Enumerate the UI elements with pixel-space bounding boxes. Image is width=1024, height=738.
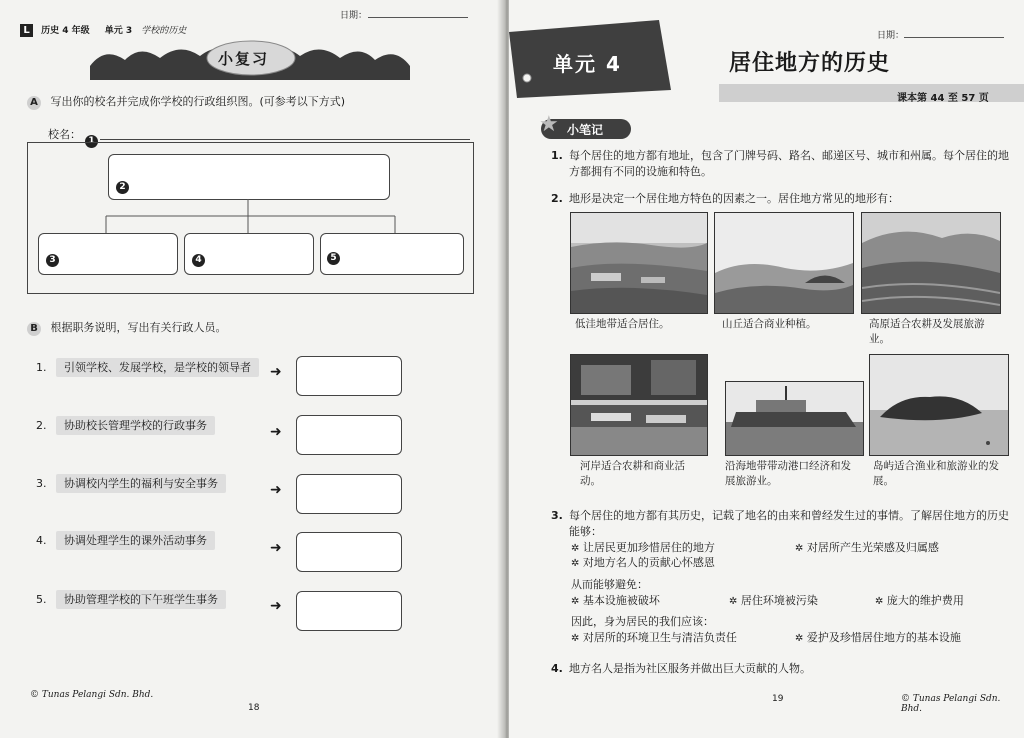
coastal-photo bbox=[725, 381, 864, 456]
point-1-number: 1. bbox=[551, 149, 563, 162]
island-photo bbox=[869, 354, 1009, 456]
lowland-photo bbox=[570, 212, 708, 314]
island-caption: 岛屿适合渔业和旅游业的发展。 bbox=[873, 460, 999, 487]
page-number: 18 bbox=[248, 703, 260, 713]
textbook-reference: 课本第 44 至 57 页 bbox=[897, 93, 989, 104]
question-1: 1. 引领学校、发展学校，是学校的领导者 bbox=[36, 360, 259, 376]
highland-caption: 高原适合农耕及发展旅游业。 bbox=[869, 318, 985, 345]
point-1-text: 每个居住的地方都有地址，包含了门牌号码、路名、邮递区号、城市和州属。每个居住的地方都拥有不同的设施和特色。 bbox=[569, 149, 1009, 178]
arrow-right-icon: ➜ bbox=[270, 424, 282, 440]
lowland-caption: 低洼地带适合居住。 bbox=[575, 318, 670, 330]
question-3: 3. 协调校内学生的福利与安全事务 bbox=[36, 476, 226, 492]
question-5: 5. 协助管理学校的下午班学生事务 bbox=[36, 592, 226, 608]
left-page bbox=[0, 0, 505, 738]
benefit-1: ✲ 让居民更加珍惜居住的地方 bbox=[571, 541, 715, 554]
copyright: © Tunas Pelangi Sdn. Bhd. bbox=[30, 690, 154, 700]
arrow-right-icon: ➜ bbox=[270, 364, 282, 380]
point-2-number: 2. bbox=[551, 192, 563, 205]
arrow-right-icon: ➜ bbox=[270, 540, 282, 556]
marker-5: 5 bbox=[327, 245, 340, 265]
unit-title: 学校的历史 bbox=[141, 26, 187, 36]
marker-3: 3 bbox=[46, 247, 59, 267]
duty-label: 因此，身为居民的我们应该： bbox=[571, 615, 714, 628]
highland-photo bbox=[861, 212, 1001, 314]
arrow-right-icon: ➜ bbox=[270, 482, 282, 498]
point-4-number: 4. bbox=[551, 662, 563, 675]
coastal-caption: 沿海地带带动港口经济和发展旅游业。 bbox=[725, 460, 851, 487]
school-name-label: 校名： bbox=[48, 128, 81, 141]
answer-box-3[interactable] bbox=[296, 474, 402, 514]
section-b-instruction: B 根据职务说明，写出有关行政人员。 bbox=[27, 320, 227, 336]
banner-title: 小复习 bbox=[218, 50, 270, 68]
org-chart-connectors bbox=[0, 0, 505, 240]
avoid-2: ✲ 居住环境被污染 bbox=[729, 594, 818, 607]
duty-2: ✲ 爱护及珍惜居住地方的基本设施 bbox=[795, 631, 961, 644]
answer-box-5[interactable] bbox=[296, 591, 402, 631]
avoid-label: 从而能够避免： bbox=[571, 578, 648, 591]
marker-2: 2 bbox=[116, 174, 129, 194]
question-4: 4. 协调处理学生的课外活动事务 bbox=[36, 533, 215, 549]
page-number: 19 bbox=[772, 694, 784, 704]
hill-photo bbox=[714, 212, 854, 314]
section-b-letter: B bbox=[27, 322, 41, 336]
duty-1: ✲ 对居所的环境卫生与清洁负责任 bbox=[571, 631, 737, 644]
avoid-1: ✲ 基本设施被破坏 bbox=[571, 594, 660, 607]
riverbank-photo bbox=[570, 354, 708, 456]
section-a-letter: A bbox=[27, 96, 41, 110]
point-4-text: 地方名人是指为社区服务并做出巨大贡献的人物。 bbox=[569, 662, 811, 675]
org-box-5[interactable] bbox=[320, 233, 464, 275]
benefit-2: ✲ 对居所产生光荣感及归属感 bbox=[795, 541, 939, 554]
avoid-3: ✲ 庞大的维护费用 bbox=[875, 594, 964, 607]
subject-label: 历史 4 年级 bbox=[41, 26, 90, 36]
notes-label: 小笔记 bbox=[567, 123, 604, 137]
answer-box-1[interactable] bbox=[296, 356, 402, 396]
hill-caption: 山丘适合商业种植。 bbox=[722, 318, 817, 330]
marker-4: 4 bbox=[192, 247, 205, 267]
point-3-number: 3. bbox=[551, 509, 563, 522]
benefit-3: ✲ 对地方名人的贡献心怀感恩 bbox=[571, 556, 715, 569]
section-a-instruction: A 写出你的校名并完成你学校的行政组织图。(可参考以下方式) bbox=[27, 94, 345, 110]
publisher-logo-icon: L bbox=[20, 24, 33, 37]
org-box-3[interactable] bbox=[38, 233, 178, 275]
answer-box-2[interactable] bbox=[296, 415, 402, 455]
question-2: 2. 协助校长管理学校的行政事务 bbox=[36, 418, 215, 434]
star-icon: ★ bbox=[539, 112, 559, 137]
date-line bbox=[904, 37, 1004, 38]
arrow-right-icon: ➜ bbox=[270, 598, 282, 614]
answer-box-4[interactable] bbox=[296, 532, 402, 572]
point-3-text: 每个居住的地方都有其历史，记载了地名的由来和曾经发生过的事情。了解居住地方的历史能够： bbox=[569, 509, 1009, 538]
date-label: 日期： bbox=[340, 11, 368, 21]
riverbank-caption: 河岸适合农耕和商业活动。 bbox=[580, 460, 685, 487]
marker-1: 1 bbox=[85, 128, 98, 148]
unit-tag: 单元 4 bbox=[553, 52, 622, 76]
unit-label: 单元 3 bbox=[104, 26, 133, 36]
date-label: 日期： bbox=[877, 31, 905, 41]
point-2-text: 地形是决定一个居住地方特色的因素之一。居住地方常见的地形有： bbox=[569, 192, 899, 205]
page-title: 居住地方的历史 bbox=[729, 51, 891, 76]
copyright: © Tunas Pelangi Sdn. Bhd. bbox=[901, 694, 1001, 714]
right-page bbox=[509, 0, 1024, 738]
